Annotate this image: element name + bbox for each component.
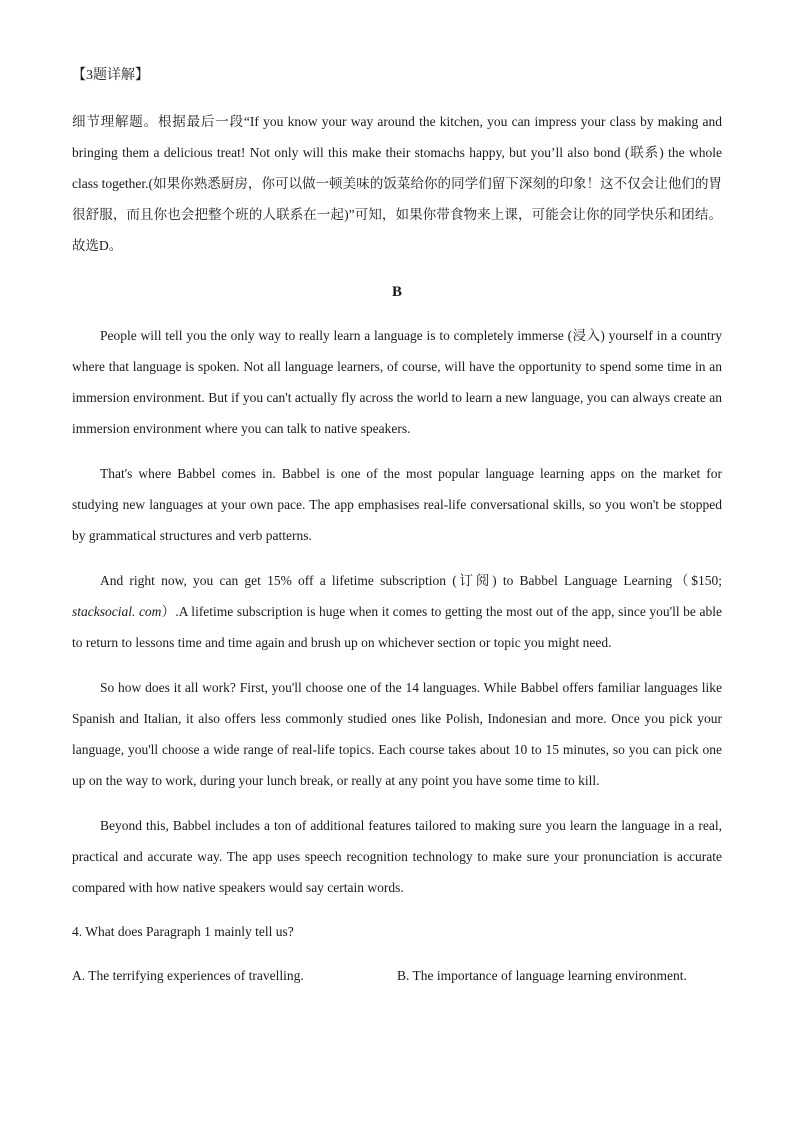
option-a: A. The terrifying experiences of travelling.: [72, 968, 304, 983]
answer-analysis: 细节理解题。根据最后一段“If you know your way around the kitchen, you can impress your class by making and bringing them a delicious treat! Not only will this make their stomachs happy, but you’ll also bond (联系) the whole class together.(如果你熟悉厨房，你可以做一顿美味的饭菜给你的同学们留下深刻的印象！这不仅会让他们的胃很舒服，而且你也会把整个班的人联系在一起)”可知，如果你带食物来上课，可能会让你的同学快乐和团结。故选D。: [72, 114, 722, 253]
passage-paragraph-1: People will tell you the only way to really learn a language is to completely immerse (浸入) yourself in a country where that language is spoken. Not all language learners, of course, will have the opportunity to spend some time in an immersion environment. But if you can't actually fly across the world to learn a new language, you can always create an immersion environment where you can talk to native speakers.: [72, 328, 722, 436]
paragraph-3-text-after: ）.A lifetime subscription is huge when it comes to getting the most out of the app, since you'll be able to return to lessons time and time again and brush up on whichever section or topic you might need.: [72, 604, 722, 650]
passage-paragraph-2: That's where Babbel comes in. Babbel is one of the most popular language learning apps on the market for studying new languages at your own pace. The app emphasises real-life conversational skills, so you won't be stopped by grammatical structures and verb patterns.: [72, 466, 722, 543]
option-b: B. The importance of language learning environment.: [397, 968, 687, 983]
passage-paragraph-4: So how does it all work? First, you'll choose one of the 14 languages. While Babbel offers familiar languages like Spanish and Italian, it also offers less commonly studied ones like Polish, Indonesian and more. Once you pick your language, you'll choose a wide range of real-life topics. Each course takes about 10 to 15 minutes, so you can pick one up on the way to work, during your lunch break, or really at any point you have some time to kill.: [72, 680, 722, 788]
passage-paragraph-3: [72, 565, 722, 658]
question-4: 4. What does Paragraph 1 mainly tell us?: [72, 924, 294, 939]
paragraph-3-source-italic: stacksocial. com: [72, 604, 162, 619]
answer-heading: 【3题详解】: [72, 68, 149, 83]
passage-paragraph-5: Beyond this, Babbel includes a ton of additional features tailored to making sure you learn the language in a real, practical and accurate way. The app uses speech recognition technology to make sure your pronunciation is accurate compared with how native speakers would say certain words.: [72, 818, 722, 895]
section-title: B: [391, 284, 402, 300]
paragraph-3-text-before: And right now, you can get 15% off a lifetime subscription (订阅) to Babbel Language Learning（$150;: [100, 573, 722, 588]
